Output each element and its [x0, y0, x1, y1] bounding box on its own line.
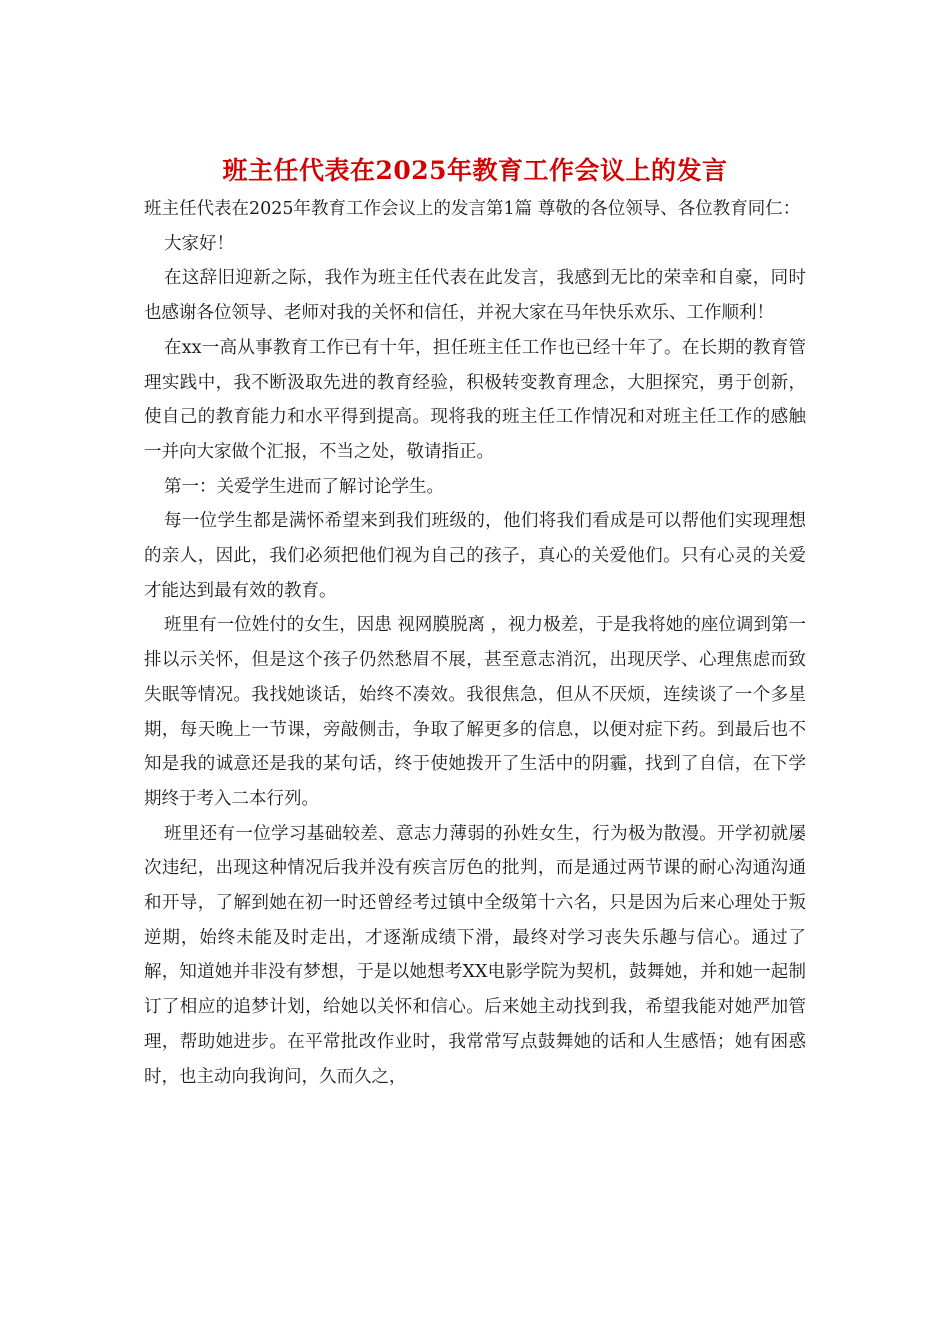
paragraph-intro: 班主任代表在2025年教育工作会议上的发言第1篇 尊敬的各位领导、各位教育同仁：: [144, 199, 801, 219]
paragraph-greeting: 大家好！: [164, 233, 234, 254]
paragraph-section-heading: 第一：关爱学生进而了解讨论学生。: [164, 476, 444, 497]
paragraph-case-sun: 班里还有一位学习基础较差、意志力薄弱的孙姓女生，行为极为散漫。开学初就屡次违纪，出现这种情况后我并没有疾言厉色的批判，而是通过两节课的耐心沟通沟通和开导，了解到她在初一时还曾经考过镇中全级第十六名，只是因为后来心理处于叛逆期，始终未能及时走出，才逐渐成绩下滑，最终对学习丧失乐趣与信心。通过了解，知道她并非没有梦想，于是以她想考XX电影学院为契机，鼓舞她，并和她一起制订了相应的追梦计划，给她以关怀和信心。后来她主动找到我，希望我能对她严加管理，帮助她进步。在平常批改作业时，我常常写点鼓舞她的话和人生感悟；她有困惑时，也主动向我询问，久而久之，: [144, 823, 806, 1087]
paragraph-case-fu: 班里有一位姓付的女生，因患 视网膜脱离 ，视力极差，于是我将她的座位调到第一排以示关怀，但是这个孩子仍然愁眉不展，甚至意志消沉，出现厌学、心理焦虑而致失眠等情况。我找她谈话，始终不凑效。我很焦急，但从不厌烦，连续谈了一个多星期，每天晚上一节课，旁敲侧击，争取了解更多的信息，以便对症下药。到最后也不知是我的诚意还是我的某句话，终于使她拨开了生活中的阴霾，找到了自信，在下学期终于考入二本行列。: [144, 615, 806, 809]
document-body: [144, 192, 806, 1094]
document-title: 班主任代表在2025年教育工作会议上的发言: [222, 156, 728, 185]
paragraph-opening: 在这辞旧迎新之际，我作为班主任代表在此发言，我感到无比的荣幸和自豪，同时也感谢各位领导、老师对我的关怀和信任，并祝大家在马年快乐欢乐、工作顺利！: [144, 268, 806, 324]
paragraph-experience: 在xx一高从事教育工作已有十年，担任班主任工作也已经十年了。在长期的教育管理实践中，我不断汲取先进的教育经验，积极转变教育理念，大胆探究，勇于创新，使自己的教育能力和水平得到提高。现将我的班主任工作情况和对班主任工作的感触一并向大家做个汇报，不当之处，敬请指正。: [144, 337, 806, 462]
paragraph-care: 每一位学生都是满怀希望来到我们班级的，他们将我们看成是可以帮他们实现理想的亲人，因此，我们必须把他们视为自己的孩子，真心的关爱他们。只有心灵的关爱才能达到最有效的教育。: [144, 511, 806, 601]
